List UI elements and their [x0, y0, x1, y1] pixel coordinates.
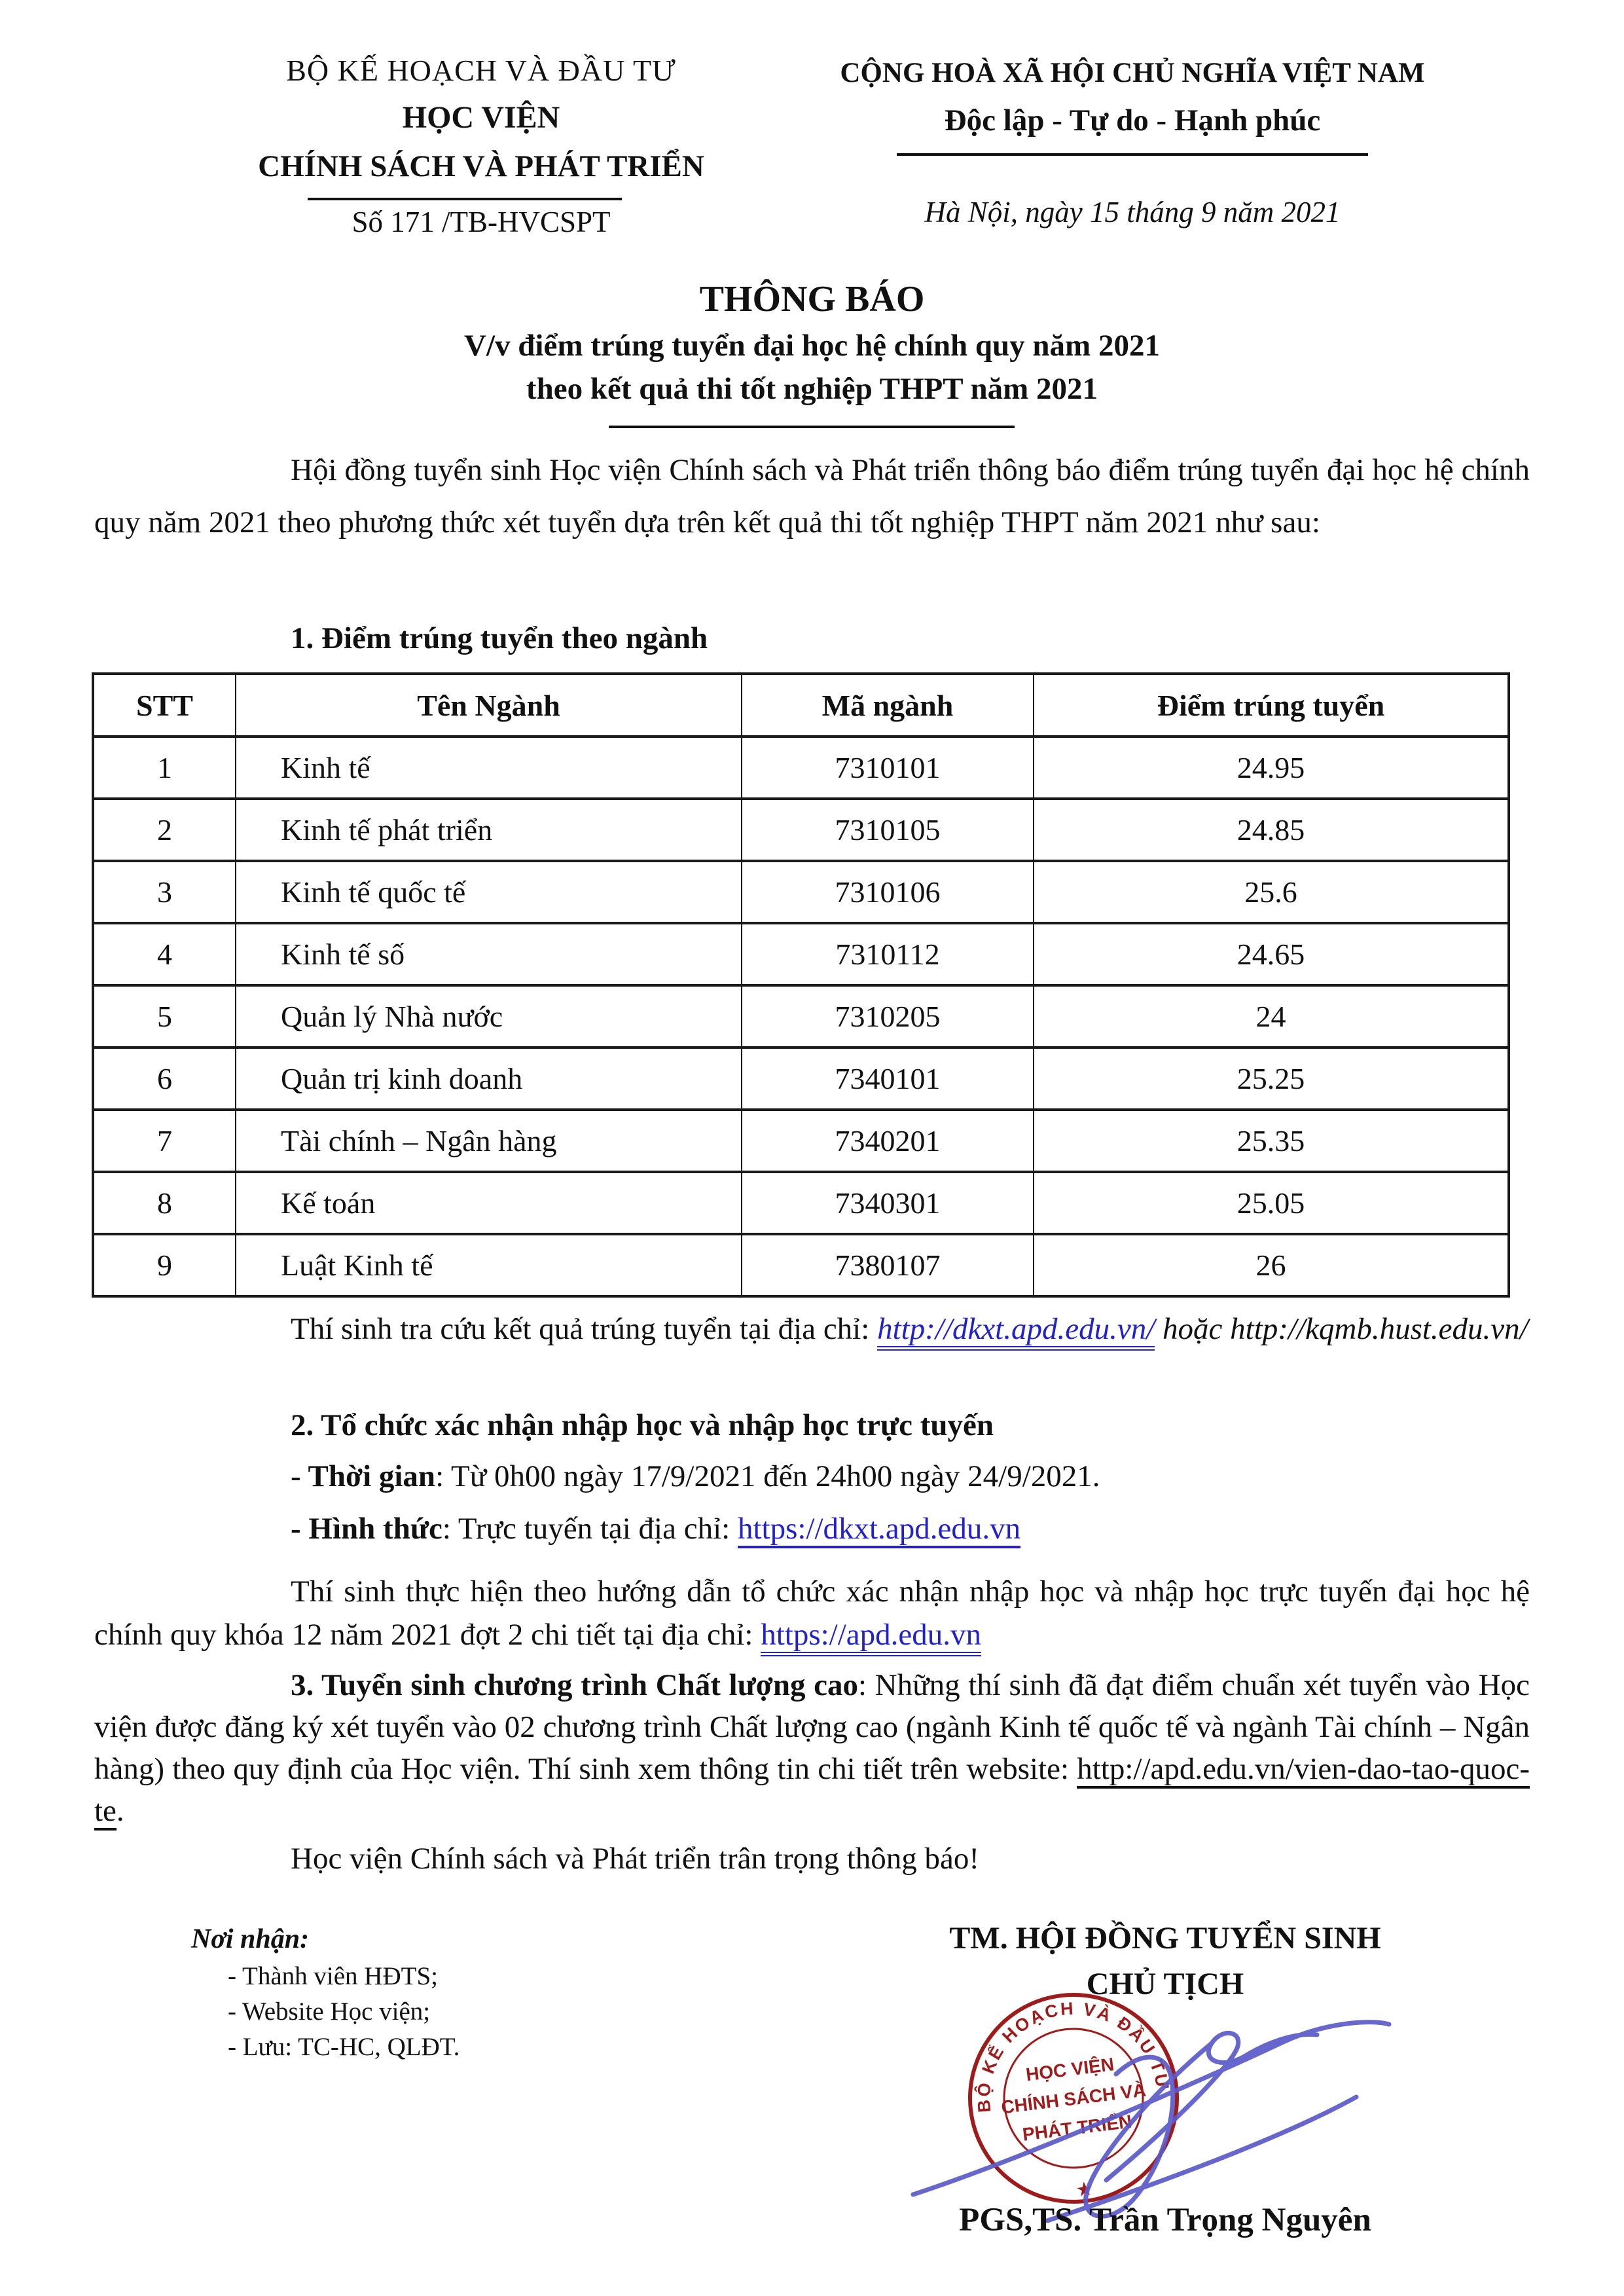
academy-name-line2: CHÍNH SÁCH VÀ PHÁT TRIỂN [258, 149, 704, 183]
row-major-name: Luật Kinh tế [236, 1234, 742, 1296]
document-number: Số 171 /TB-HVCSPT [352, 205, 611, 238]
recipients-heading: Nơi nhận: [191, 1924, 310, 1954]
row-major-code: 7380107 [742, 1234, 1034, 1296]
title-divider [609, 426, 1015, 428]
recipient-item: - Website Học viện; [228, 1997, 431, 2026]
org-divider [308, 198, 622, 200]
row-stt: 3 [93, 861, 236, 923]
title-subject-line2: theo kết quả thi tốt nghiệp THPT năm 2021 [526, 372, 1098, 407]
table-row [93, 1172, 1509, 1234]
row-score: 24.65 [1034, 923, 1509, 985]
row-score: 24.85 [1034, 799, 1509, 861]
section1-heading: 1. Điểm trúng tuyển theo ngành [291, 621, 708, 655]
section3-suffix: . [116, 1794, 124, 1828]
row-score: 25.6 [1034, 861, 1509, 923]
row-stt: 1 [93, 737, 236, 799]
national-header-block [808, 51, 1456, 236]
lookup-link-kqmb[interactable]: http://kqmb.hust.edu.vn/ [1230, 1312, 1528, 1346]
row-major-name: Kinh tế phát triển [236, 799, 742, 861]
motto-divider [897, 153, 1368, 156]
row-major-code: 7340101 [742, 1048, 1034, 1110]
row-major-code: 7310112 [742, 923, 1034, 985]
national-motto: Độc lập - Tự do - Hạnh phúc [944, 103, 1321, 137]
row-major-name: Kinh tế quốc tế [236, 861, 742, 923]
table-row [93, 1110, 1509, 1172]
row-stt: 2 [93, 799, 236, 861]
admission-table-body [93, 737, 1509, 1296]
lookup-or-text: hoặc [1155, 1312, 1231, 1346]
table-row [93, 799, 1509, 861]
col-header-score: Điểm trúng tuyển [1034, 674, 1509, 737]
row-major-name: Kế toán [236, 1172, 742, 1234]
col-header-major-code: Mã ngành [742, 674, 1034, 737]
stamp-center-line1: HỌC VIỆN [1024, 2054, 1115, 2085]
recipient-item: - Lưu: TC-HC, QLĐT. [228, 2032, 460, 2061]
section3-paragraph [94, 1664, 1530, 1832]
table-row [93, 861, 1509, 923]
recipients-block [191, 1923, 460, 2062]
guide-link-apd[interactable]: https://apd.edu.vn [761, 1618, 981, 1656]
method-link-dkxt[interactable]: https://dkxt.apd.edu.vn [738, 1512, 1020, 1548]
method-text: : Trực tuyến tại địa chỉ: [442, 1512, 738, 1546]
country-name: CỘNG HOÀ XÃ HỘI CHỦ NGHĨA VIỆT NAM [840, 58, 1425, 88]
row-major-code: 7310105 [742, 799, 1034, 861]
row-major-name: Kinh tế số [236, 923, 742, 985]
col-header-major-name: Tên Ngành [236, 674, 742, 737]
time-label: - Thời gian [291, 1459, 436, 1493]
academy-name-line1: HỌC VIỆN [402, 100, 560, 136]
chairman-title: CHỦ TỊCH [1086, 1966, 1244, 2001]
row-score: 25.25 [1034, 1048, 1509, 1110]
intro-paragraph: Hội đồng tuyển sinh Học viện Chính sách và Phát triển thông báo điểm trúng tuyển đại học hệ chính quy năm 2021 theo phương thức xét tuyển dựa trên kết quả thi tốt nghiệp THPT năm 2021 như sau: [94, 453, 1530, 539]
row-major-code: 7340201 [742, 1110, 1034, 1172]
row-score: 24.95 [1034, 737, 1509, 799]
place-date-line: Hà Nội, ngày 15 tháng 9 năm 2021 [924, 195, 1341, 228]
section3-text: : Những thí sinh đã đạt điểm chuẩn xét tuyển vào Học viện được đăng ký xét tuyển vào 02 chương trình Chất lượng cao (ngành Kinh tế quốc tế và ngành Tài chính – Ngân hàng) theo quy định của Học viện. Thí sinh xem thông tin chi tiết trên website: [94, 1668, 1530, 1786]
admission-score-table [92, 672, 1510, 1298]
row-major-code: 7340301 [742, 1172, 1034, 1234]
row-score: 25.35 [1034, 1110, 1509, 1172]
row-major-name: Tài chính – Ngân hàng [236, 1110, 742, 1172]
stamp-star: ★ [1074, 2178, 1095, 2202]
row-score: 26 [1034, 1234, 1509, 1296]
table-header-row [93, 674, 1509, 737]
guide-text: Thí sinh thực hiện theo hướng dẫn tổ chức xác nhận nhập học và nhập học trực tuyến đại học hệ chính quy khóa 12 năm 2021 đợt 2 chi tiết tại địa chỉ: [94, 1575, 1530, 1652]
lookup-paragraph [94, 1307, 1530, 1351]
row-major-name: Kinh tế [236, 737, 742, 799]
stamp-center-line2: CHÍNH SÁCH VÀ [1000, 2079, 1147, 2118]
title-subject-line1: V/v điểm trúng tuyển đại học hệ chính quy năm 2021 [464, 329, 1160, 363]
table-row [93, 1234, 1509, 1296]
row-stt: 4 [93, 923, 236, 985]
on-behalf-line: TM. HỘI ĐỒNG TUYỂN SINH [949, 1921, 1381, 1956]
row-major-code: 7310101 [742, 737, 1034, 799]
table-row [93, 1048, 1509, 1110]
section3-heading: 3. Tuyển sinh chương trình Chất lượng cao [291, 1668, 858, 1702]
row-score: 24 [1034, 985, 1509, 1048]
row-major-name: Quản trị kinh doanh [236, 1048, 742, 1110]
guide-paragraph [94, 1570, 1530, 1656]
signer-name: PGS,TS. Trần Trọng Nguyên [959, 2202, 1371, 2238]
time-value: : Từ 0h00 ngày 17/9/2021 đến 24h00 ngày 24/9/2021. [435, 1459, 1100, 1493]
method-label: - Hình thức [291, 1512, 442, 1546]
row-stt: 5 [93, 985, 236, 1048]
section2-method-line [291, 1511, 1020, 1546]
title-main: THÔNG BÁO [699, 279, 925, 319]
lookup-link-dkxt[interactable]: http://dkxt.apd.edu.vn/ [877, 1312, 1155, 1351]
recipient-item: - Thành viên HĐTS; [228, 1961, 438, 1990]
row-stt: 8 [93, 1172, 236, 1234]
ministry-name: BỘ KẾ HOẠCH VÀ ĐẦU TƯ [286, 54, 676, 87]
section3-link-quoc-te[interactable]: http://apd.edu.vn/vien-dao-tao-quoc-te [94, 1752, 1530, 1831]
row-major-code: 7310106 [742, 861, 1034, 923]
table-row [93, 923, 1509, 985]
stamp-center-line3: PHÁT TRIỂN [1021, 2111, 1133, 2145]
stamp-rim-text: BỘ KẾ HOẠCH VÀ ĐẦU TƯ [973, 1998, 1173, 2113]
row-major-code: 7310205 [742, 985, 1034, 1048]
row-stt: 6 [93, 1048, 236, 1110]
row-stt: 7 [93, 1110, 236, 1172]
section2-heading: 2. Tổ chức xác nhận nhập học và nhập học trực tuyến [291, 1408, 994, 1442]
document-title-block [0, 274, 1624, 411]
closing-line: Học viện Chính sách và Phát triển trân trọng thông báo! [291, 1842, 980, 1876]
lookup-text: Thí sinh tra cứu kết quả trúng tuyển tại địa chỉ: [291, 1312, 878, 1346]
issuing-org-block [92, 47, 871, 245]
col-header-stt: STT [93, 674, 236, 737]
table-row [93, 737, 1509, 799]
row-stt: 9 [93, 1234, 236, 1296]
table-row [93, 985, 1509, 1048]
section2-time-line [291, 1459, 1100, 1494]
row-score: 25.05 [1034, 1172, 1509, 1234]
row-major-name: Quản lý Nhà nước [236, 985, 742, 1048]
